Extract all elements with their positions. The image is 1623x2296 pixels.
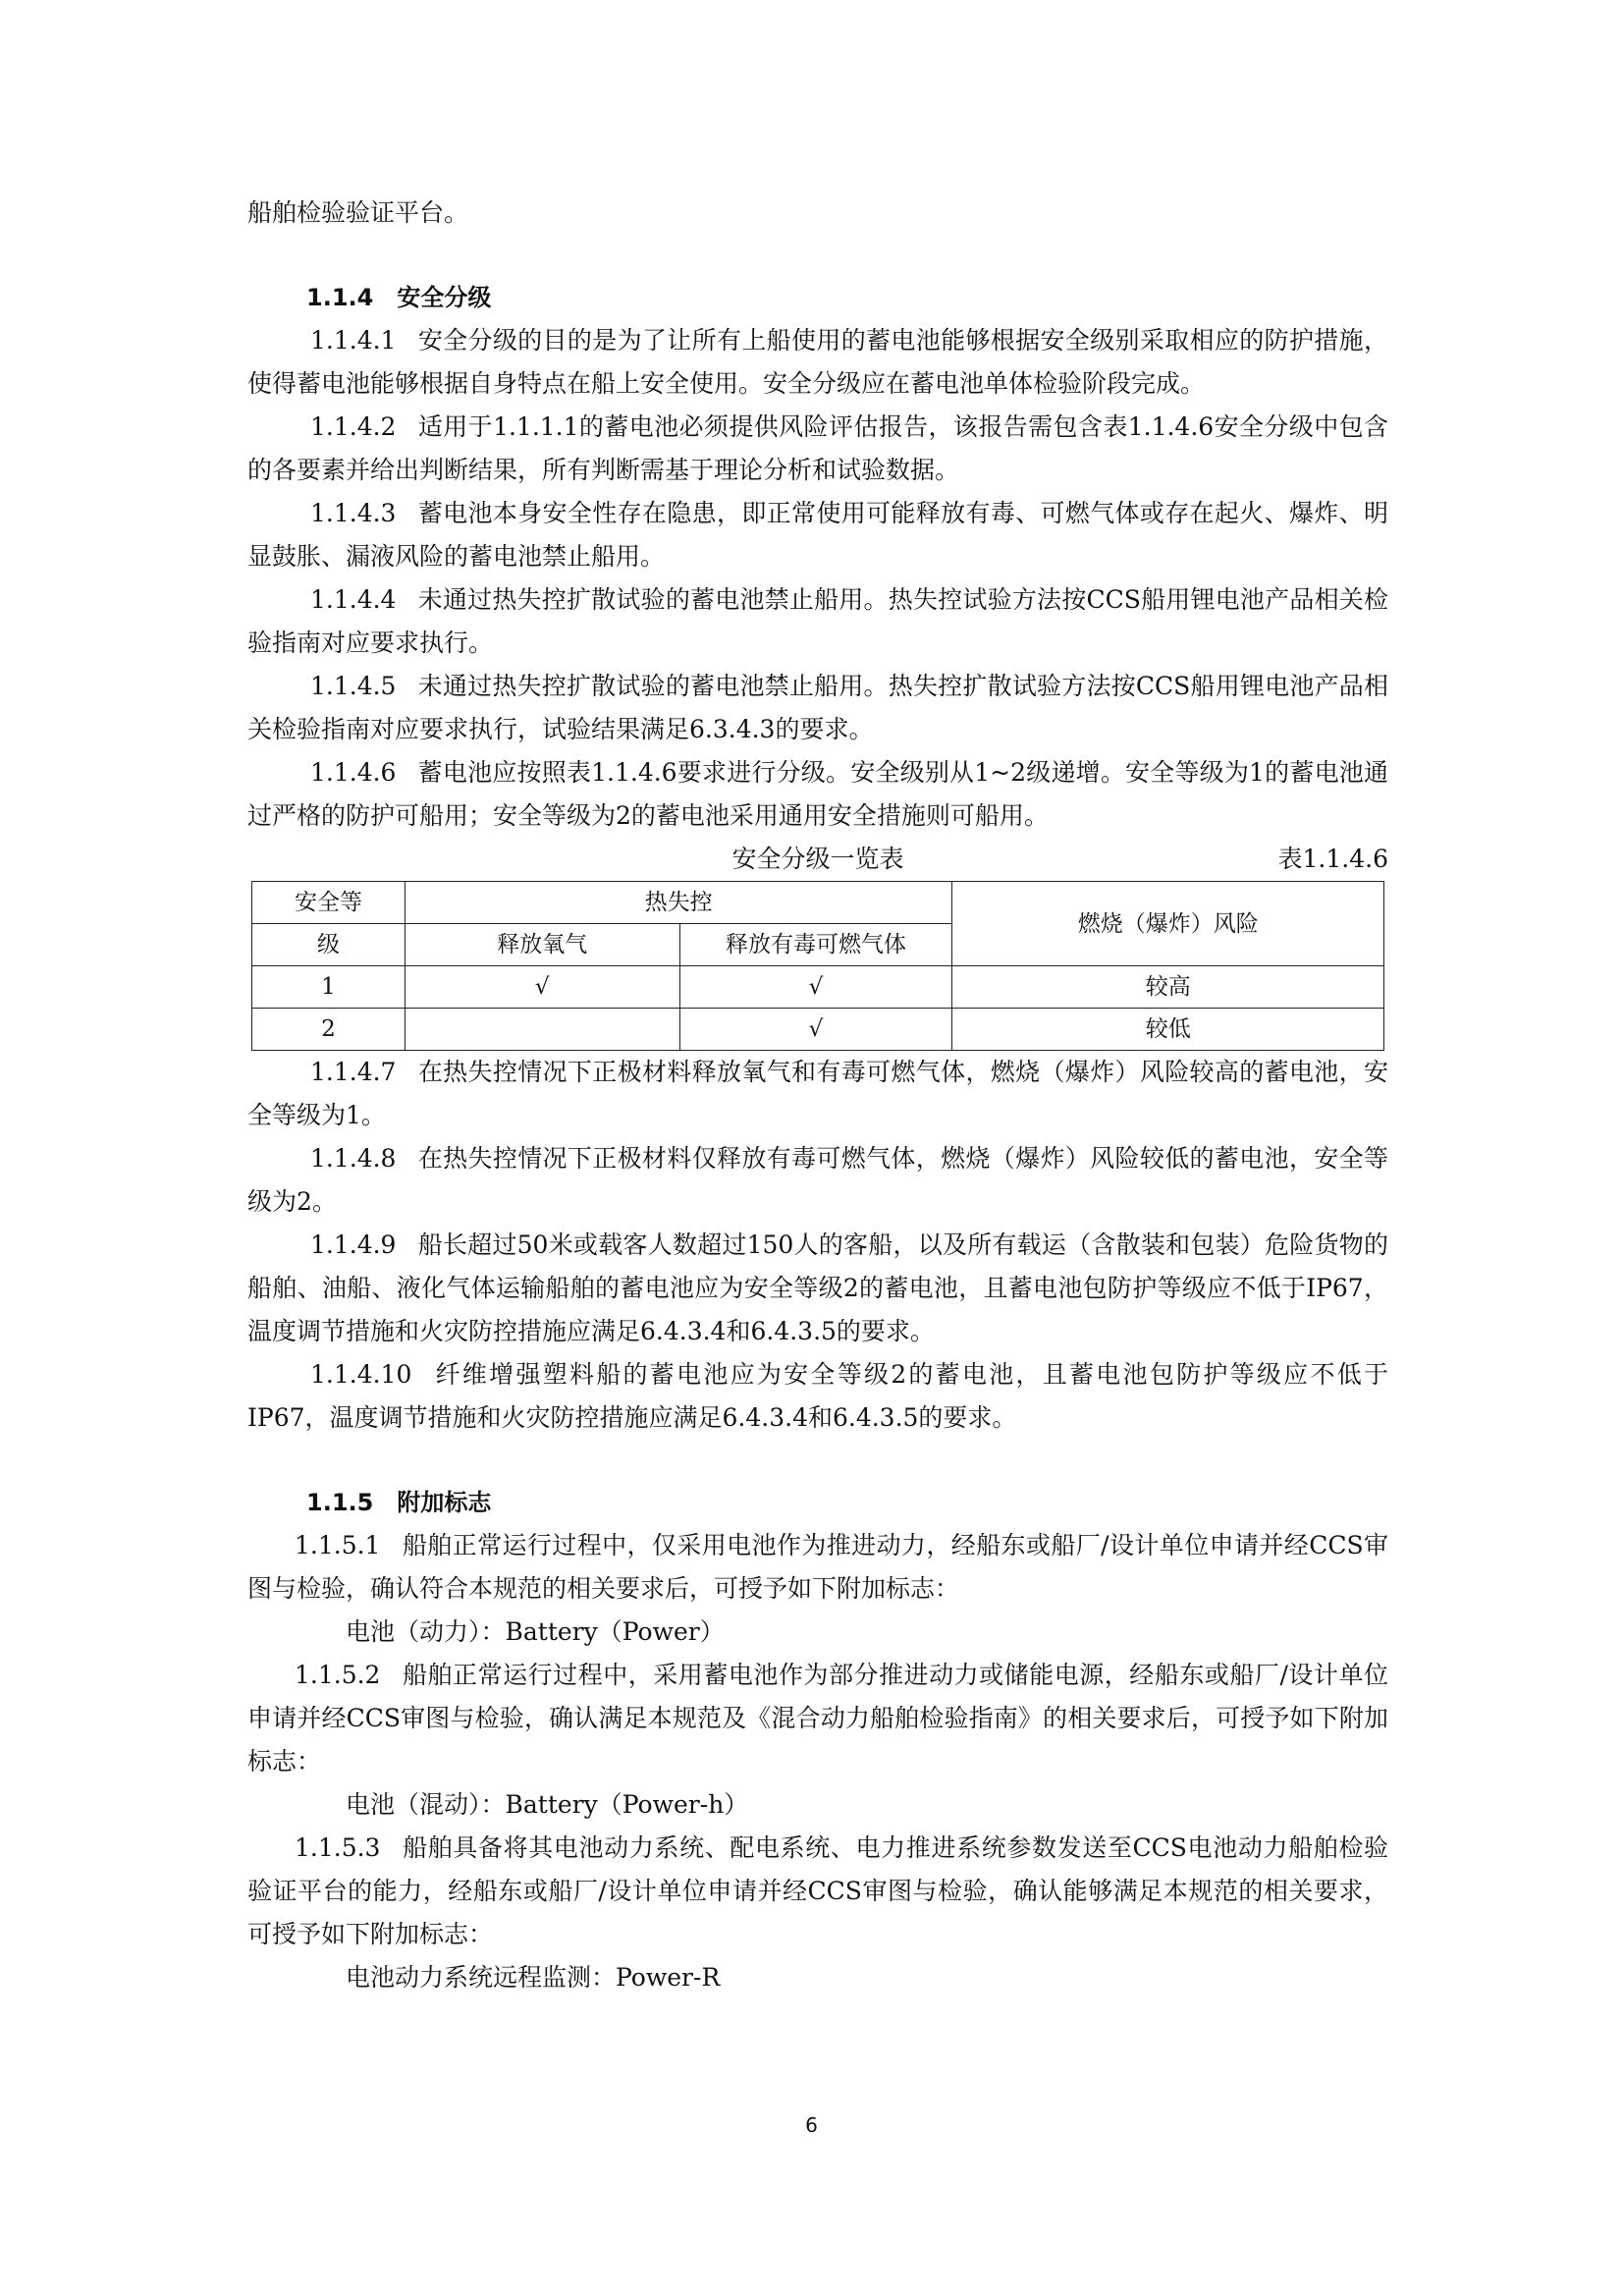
clause-text: 蓄电池本身安全性存在隐患，即正常使用可能释放有毒、可燃气体或存在起火、爆炸、明显鼓胀、漏液风险的蓄电池禁止船用。 (247, 499, 1388, 571)
clause-text: 船舶正常运行过程中，仅采用电池作为推进动力，经船东或船厂/设计单位申请并经CCS审图与检验，确认符合本规范的相关要求后，可授予如下附加标志： (247, 1531, 1388, 1603)
table-row (252, 966, 1384, 1009)
header-oxygen: 释放氧气 (405, 924, 679, 966)
clause-1-1-4-10 (247, 1353, 1388, 1440)
clause-text: 蓄电池应按照表1.1.4.6要求进行分级。安全级别从1~2级递增。安全等级为1的蓄电池通过严格的防护可船用；安全等级为2的蓄电池采用通用安全措施则可船用。 (247, 758, 1388, 830)
table-number: 表1.1.4.6 (1277, 845, 1388, 873)
table-title: 安全分级一览表 (731, 845, 904, 873)
clause-number: 1.1.4.8 (310, 1144, 397, 1173)
clause-1-1-4-1 (247, 319, 1388, 406)
clause-number: 1.1.5.1 (295, 1531, 381, 1559)
clause-number: 1.1.4.9 (310, 1230, 397, 1259)
clause-number: 1.1.4.6 (310, 758, 397, 787)
clause-number: 1.1.4.2 (310, 412, 397, 441)
table-caption (247, 838, 1388, 881)
table-row (252, 1009, 1384, 1051)
clause-text: 安全分级的目的是为了让所有上船使用的蓄电池能够根据安全级别采取相应的防护措施，使得蓄电池能够根据自身特点在船上安全使用。安全分级应在蓄电池单体检验阶段完成。 (247, 326, 1388, 398)
clause-1-1-4-4 (247, 578, 1388, 665)
header-combustion-risk: 燃烧（爆炸）风险 (952, 882, 1384, 966)
header-level-bottom: 级 (252, 924, 406, 966)
clause-text: 未通过热失控扩散试验的蓄电池禁止船用。热失控试验方法按CCS船用锂电池产品相关检验指南对应要求执行。 (247, 585, 1388, 657)
clause-1-1-4-6 (247, 751, 1388, 838)
header-toxic-gas: 释放有毒可燃气体 (679, 924, 952, 966)
clause-text: 适用于1.1.1.1的蓄电池必须提供风险评估报告，该报告需包含表1.1.4.6安全分级中包含的各要素并给出判断结果，所有判断需基于理论分析和试验数据。 (247, 412, 1388, 484)
table-header-row (252, 882, 1384, 924)
clause-1-1-4-3 (247, 492, 1388, 578)
page-number: 6 (805, 2113, 818, 2137)
clause-number: 1.1.5.2 (295, 1661, 381, 1689)
clause-1-1-4-2 (247, 406, 1388, 492)
clause-1-1-5-2 (247, 1654, 1388, 1783)
clause-number: 1.1.4.10 (310, 1360, 412, 1389)
cell-oxygen: √ (405, 966, 679, 1009)
header-level-top: 安全等 (252, 882, 406, 924)
section-number: 1.1.5 (306, 1489, 374, 1516)
section-heading-1-1-4 (247, 276, 1388, 319)
safety-level-table (251, 881, 1384, 1051)
clause-1-1-4-9 (247, 1224, 1388, 1353)
document-body (247, 191, 1388, 1999)
cell-oxygen (405, 1009, 679, 1051)
clause-number: 1.1.4.4 (310, 585, 397, 614)
clause-number: 1.1.4.1 (310, 326, 397, 355)
cell-risk: 较高 (952, 966, 1384, 1009)
cell-level: 2 (252, 1009, 406, 1051)
clause-1-1-4-8 (247, 1137, 1388, 1224)
clause-1-1-4-7 (247, 1051, 1388, 1137)
notation-battery-power-h: 电池（混动）：Battery（Power-h） (346, 1790, 749, 1819)
section-title: 附加标志 (397, 1489, 492, 1516)
clause-text: 未通过热失控扩散试验的蓄电池禁止船用。热失控扩散试验方法按CCS船用锂电池产品相关检验指南对应要求执行，试验结果满足6.3.4.3的要求。 (247, 672, 1388, 743)
cell-level: 1 (252, 966, 406, 1009)
section-heading-1-1-5 (247, 1481, 1388, 1524)
clause-1-1-5-3 (247, 1827, 1388, 1956)
clause-text: 在热失控情况下正极材料仅释放有毒可燃气体，燃烧（爆炸）风险较低的蓄电池，安全等级为2。 (247, 1144, 1388, 1216)
section-title: 安全分级 (397, 284, 492, 311)
notation-battery-power: 电池（动力）：Battery（Power） (346, 1617, 725, 1646)
clause-text: 船舶具备将其电池动力系统、配电系统、电力推进系统参数发送至CCS电池动力船舶检验验证平台的能力，经船东或船厂/设计单位申请并经CCS审图与检验，确认能够满足本规范的相关要求，可授予如下附加标志： (247, 1833, 1388, 1948)
clause-text: 纤维增强塑料船的蓄电池应为安全等级2的蓄电池，且蓄电池包防护等级应不低于IP67，温度调节措施和火灾防控措施应满足6.4.3.4和6.4.3.5的要求。 (247, 1360, 1388, 1432)
cell-risk: 较低 (952, 1009, 1384, 1051)
clause-number: 1.1.4.7 (310, 1058, 397, 1086)
section-number: 1.1.4 (306, 284, 374, 311)
cell-toxic: √ (679, 966, 952, 1009)
clause-number: 1.1.5.3 (295, 1833, 381, 1862)
header-thermal-runaway: 热失控 (405, 882, 952, 924)
notation-power-r: 电池动力系统远程监测：Power-R (346, 1963, 721, 1992)
clause-number: 1.1.4.3 (310, 499, 397, 527)
clause-text: 船长超过50米或载客人数超过150人的客船，以及所有载运（含散装和包装）危险货物的船舶、油船、液化气体运输船舶的蓄电池应为安全等级2的蓄电池，且蓄电池包防护等级应不低于IP67，温度调节措施和火灾防控措施应满足6.4.3.4和6.4.3.5的要求。 (247, 1230, 1388, 1345)
cell-toxic: √ (679, 1009, 952, 1051)
clause-1-1-4-5 (247, 665, 1388, 751)
clause-text: 在热失控情况下正极材料释放氧气和有毒可燃气体，燃烧（爆炸）风险较高的蓄电池，安全等级为1。 (247, 1058, 1388, 1129)
clause-text: 船舶正常运行过程中，采用蓄电池作为部分推进动力或储能电源，经船东或船厂/设计单位申请并经CCS审图与检验，确认满足本规范及《混合动力船舶检验指南》的相关要求后，可授予如下附加标志： (247, 1661, 1388, 1776)
intro-line: 船舶检验验证平台。 (247, 198, 469, 227)
clause-1-1-5-1 (247, 1524, 1388, 1611)
clause-number: 1.1.4.5 (310, 672, 397, 700)
